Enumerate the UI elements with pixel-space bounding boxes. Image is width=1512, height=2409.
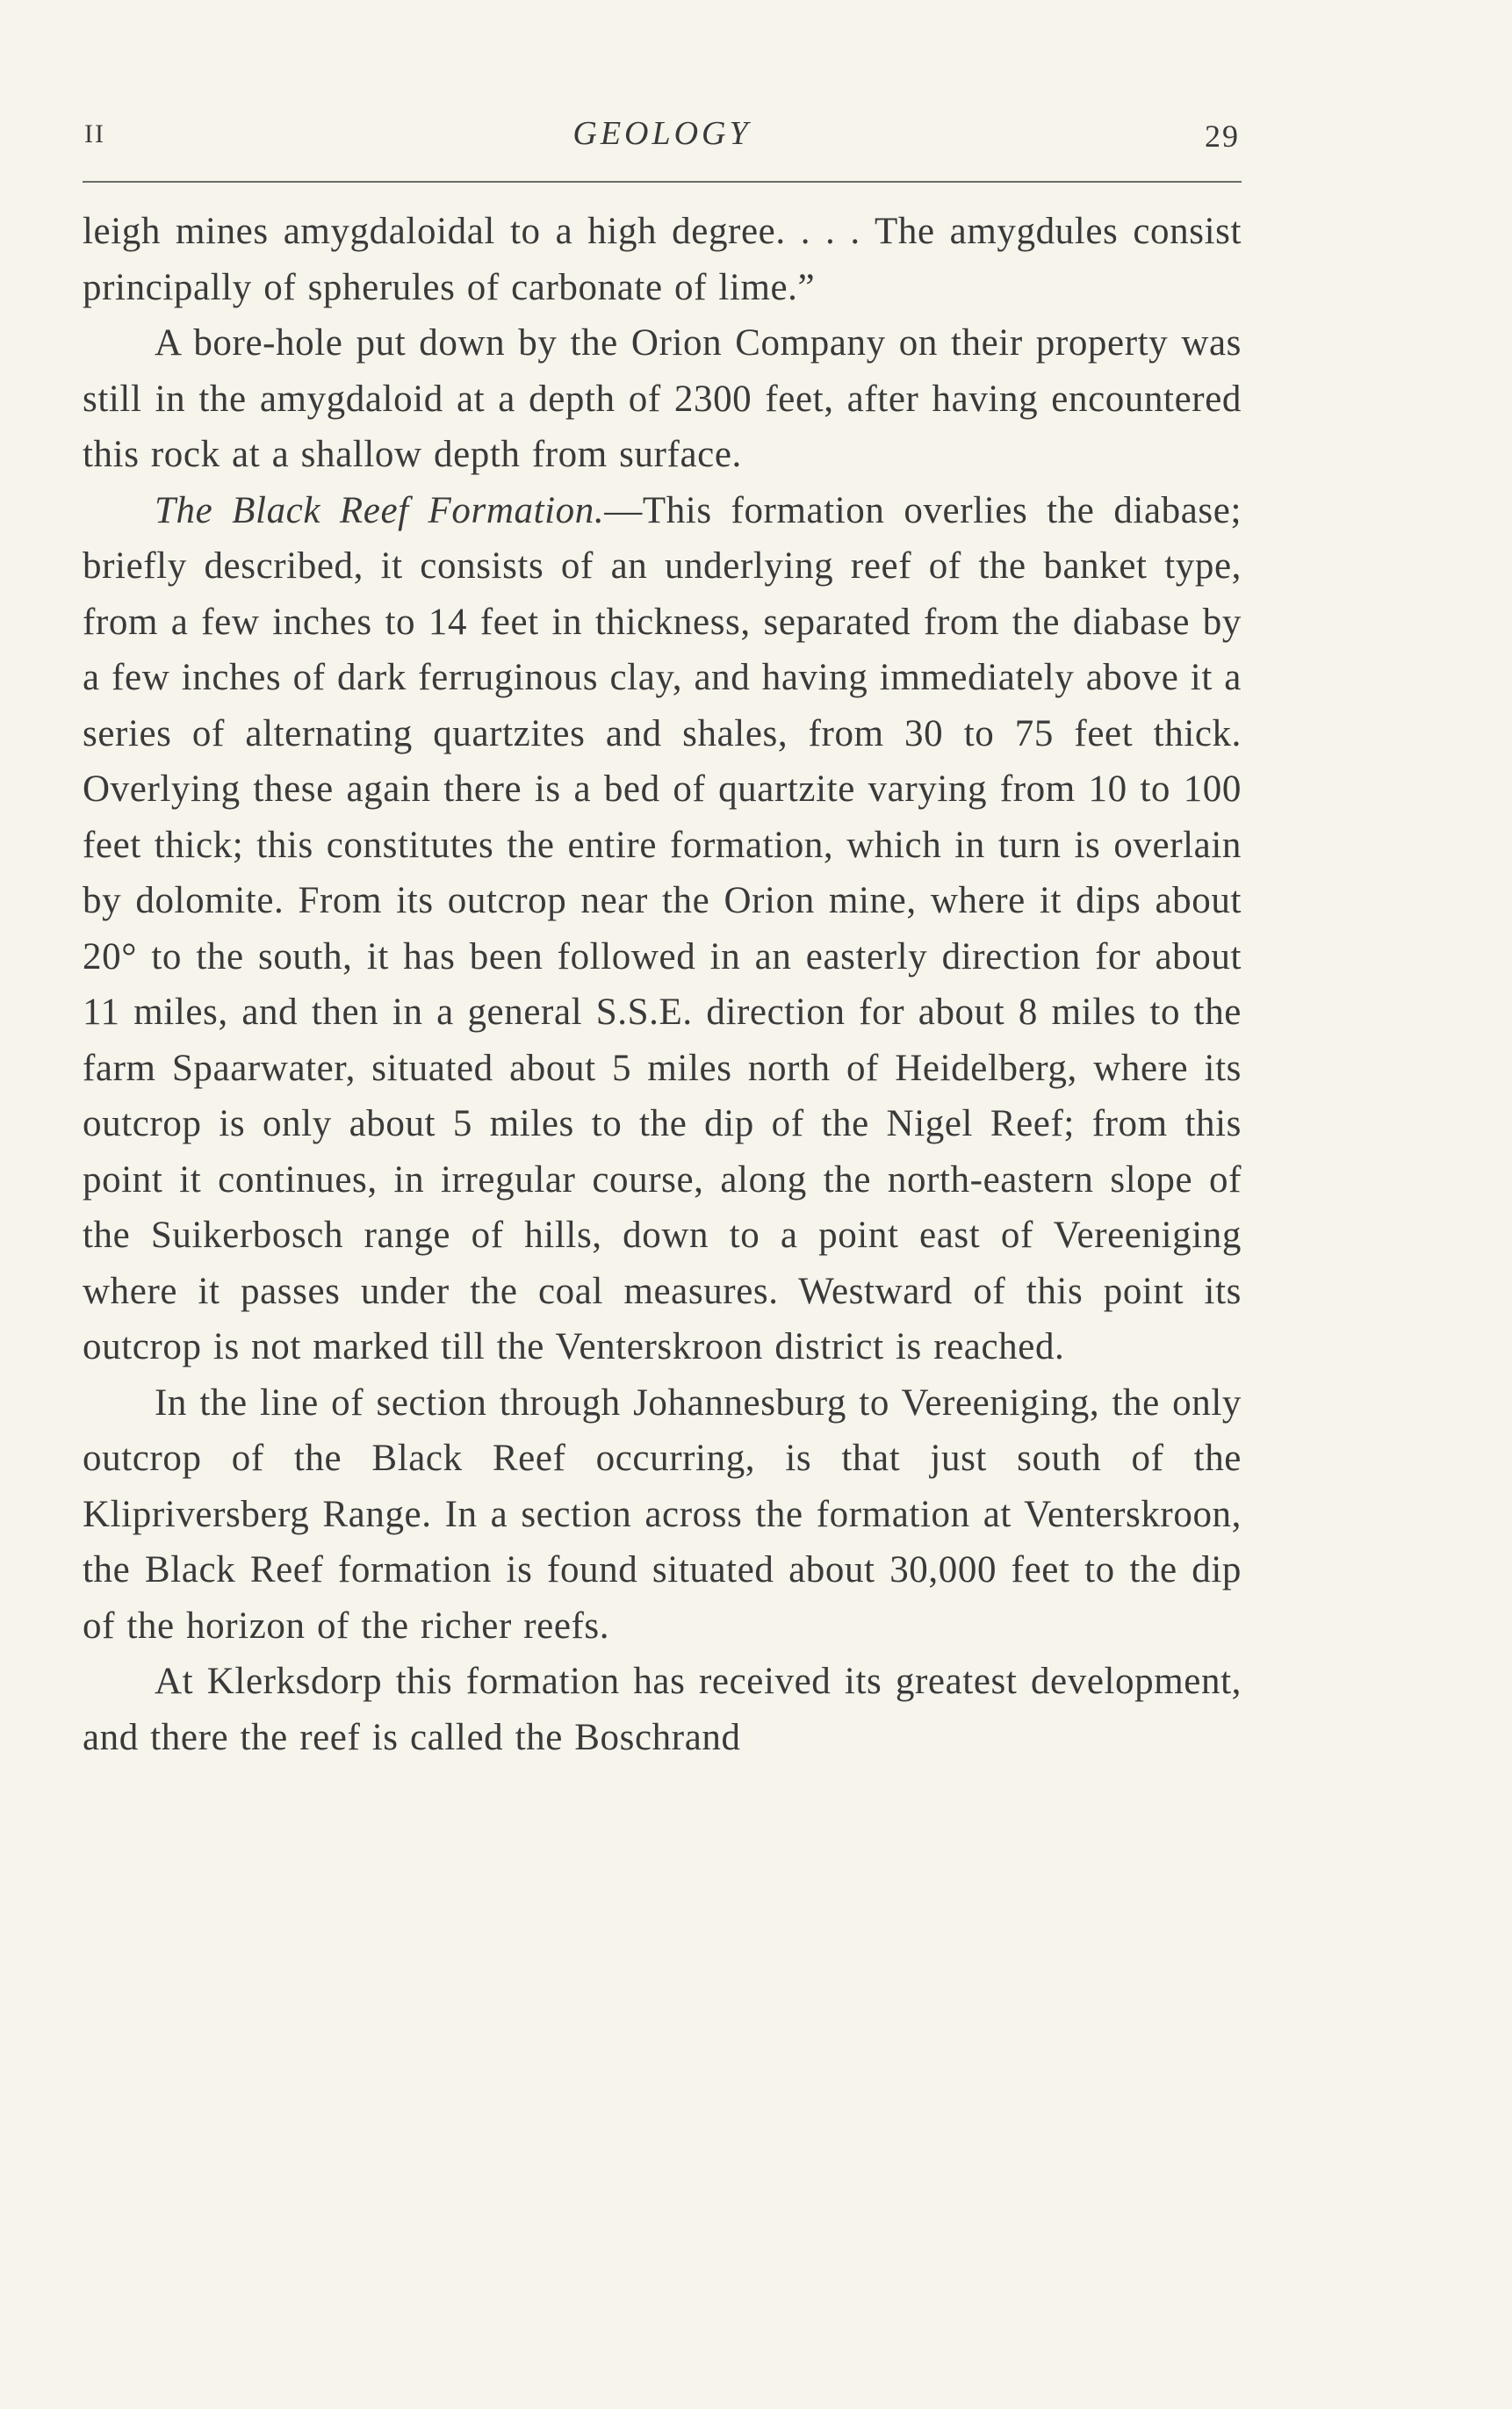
page-number: 29 (1205, 119, 1240, 154)
paragraph-text: leigh mines amygdaloidal to a high degree. . . . The amygdules consist principally of spherules of carbonate of lime.” (83, 211, 1242, 308)
paragraph-text: A bore-hole put down by the Orion Company on their property was still in the amygdaloid at a depth of 2300 feet, after having encountered this rock at a shallow depth from surface. (83, 322, 1242, 475)
body-text (83, 204, 1242, 1765)
paragraph-bore-hole (83, 315, 1242, 483)
running-title: GEOLOGY (572, 115, 752, 152)
header-rule (83, 181, 1242, 183)
paragraph-text: At Klerksdorp this formation has received its greatest development, and there the reef is called the Boschrand (83, 1661, 1242, 1758)
paragraph-klerksdorp (83, 1654, 1242, 1765)
paragraph-section-line (83, 1375, 1242, 1655)
paragraph-black-reef (83, 483, 1242, 1375)
section-heading: The Black Reef Formation. (155, 489, 605, 531)
running-head (84, 114, 1240, 163)
paragraph-continuation (83, 204, 1242, 315)
paragraph-text: In the line of section through Johannesburg to Vereeniging, the only outcrop of the Black Reef occurring, is that just south of the Klipriversberg Range. In a section across the formation at Venterskroon, the Black Reef formation is found situated about 30,000 feet to the dip of the horizon of the richer reefs. (83, 1381, 1242, 1647)
chapter-number: II (84, 119, 105, 148)
paragraph-text: —This formation overlies the diabase; briefly described, it consists of an underlying reef of the banket type, from a few inches to 14 feet in thickness, separated from the diabase by a few inches of dark ferruginous clay, and having immediately above it a series of alternating quartzites and shales, from 30 to 75 feet thick. Overlying these again there is a bed of quartzite varying from 10 to 100 feet thick; this constitutes the entire formation, which in turn is overlain by dolomite. From its outcrop near the Orion mine, where it dips about 20° to the south, it has been followed in an easterly direction for about 11 miles, and then in a general S.S.E. direction for about 8 miles to the farm Spaarwater, situated about 5 miles north of Heidelberg, where its outcrop is only about 5 miles to the dip of the Nigel Reef; from this point it continues, in irregular course, along the north-eastern slope of the Suikerbosch range of hills, down to a point east of Vereeniging where it passes under the coal measures. Westward of this point its outcrop is not marked till the Venterskroon district is reached. (83, 489, 1242, 1367)
